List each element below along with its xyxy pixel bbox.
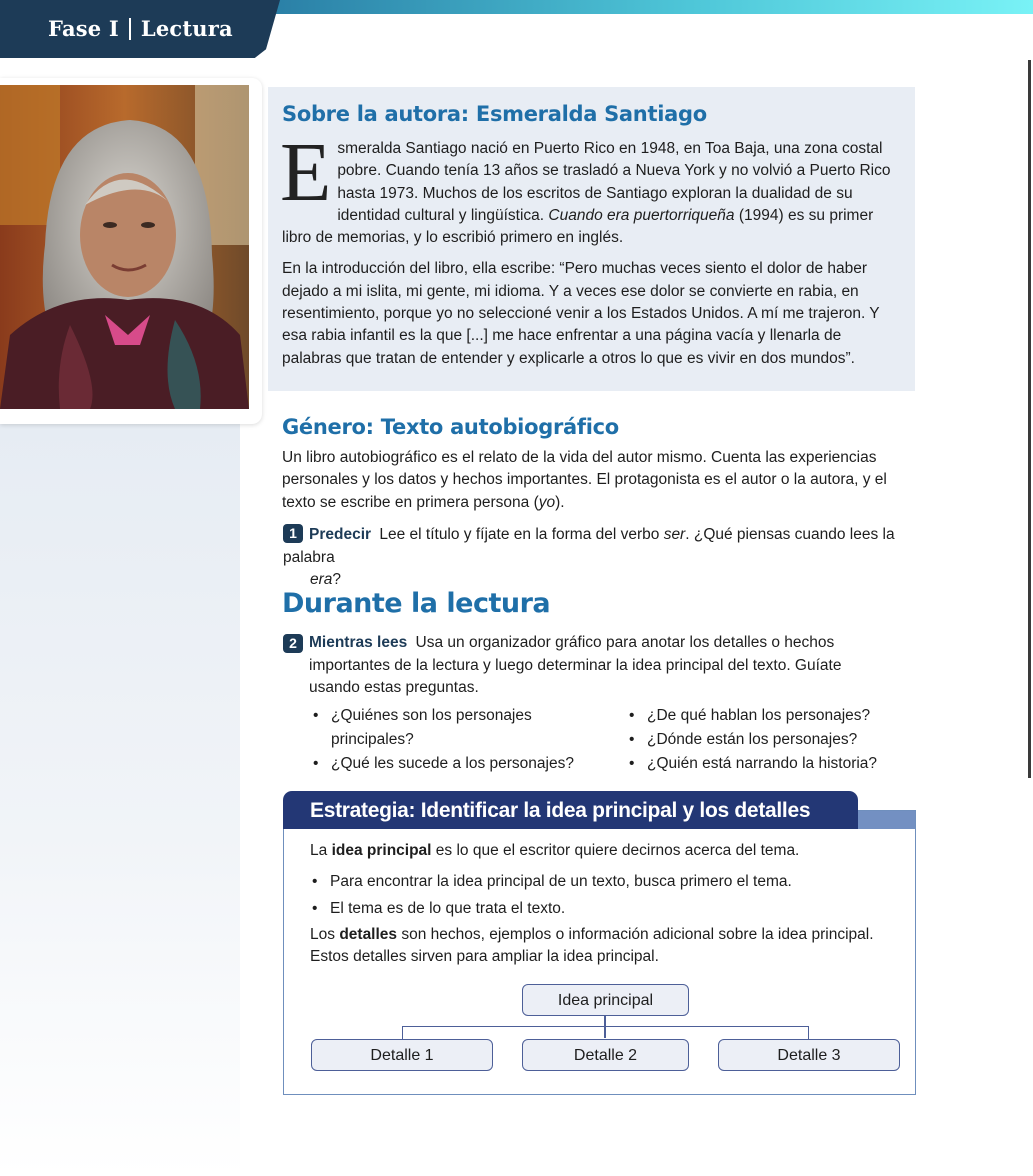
predict-text-b: . ¿Qué piensas cuando lees la palabra: [283, 526, 895, 566]
strategy-bullet: • El tema es de lo que trata el texto.: [312, 895, 902, 922]
predict-text-c: ?: [332, 571, 342, 588]
header-separator: [129, 18, 131, 40]
question-item: • ¿Qué les sucede a los personajes?: [313, 752, 593, 776]
predict-text-ser: ser: [663, 526, 686, 543]
genre-heading: Género: Texto autobiográfico: [282, 415, 619, 439]
strategy-text-d: son hechos, ejemplos o información adicional sobre la idea principal. Estos detalles sirven para ampliar la idea principal.: [310, 926, 874, 965]
strategy-text-a: La: [310, 842, 332, 859]
predict-indent: [283, 571, 310, 588]
strategy-bullets: [312, 868, 902, 922]
bio-text-end: (1994) es su primer libro de memorias, y lo escribió primero en inglés.: [282, 206, 874, 247]
page-edge-line: [1028, 60, 1031, 778]
predict-item: [283, 524, 913, 592]
strategy-text-c: Los: [310, 926, 340, 943]
diagram-detail-1: Detalle 1: [311, 1039, 493, 1071]
while-reading-label: Mientras lees: [309, 634, 408, 651]
item-number-badge: 2: [283, 634, 303, 653]
while-reading-text: Usa un organizador gráfico para anotar los detalles o hechos importantes de la lectura y luego determinar la idea principal del texto. Guíate usando estas preguntas.: [309, 634, 842, 696]
diagram-detail-2: Detalle 2: [522, 1039, 689, 1071]
predict-label: Predecir: [309, 526, 372, 543]
during-reading-heading: Durante la lectura: [282, 588, 551, 619]
question-item: • ¿Quién está narrando la historia?: [629, 752, 909, 776]
genre-text-b: ).: [555, 493, 565, 511]
question-item: • ¿De qué hablan los personajes?: [629, 704, 909, 728]
item-number-badge: 1: [283, 524, 303, 543]
strategy-term-main-idea: idea principal: [331, 842, 432, 859]
author-quote-paragraph: En la introducción del libro, ella escribe: “Pero muchas veces siento el dolor de haber dejado a mi islita, mi gente, mi idioma. Y a veces ese dolor se convierte en rabia, en resentimiento, porque yo no seleccioné venir a los Estados Unidos. A mí me trajeron. Y esa rabia infantil es la que [...] me hace enfrentar a una página vacía y llenarla de palabras que tratan de entender y explicarle a otros lo que es vivir en dos mundos”.: [282, 260, 880, 367]
strategy-term-details: detalles: [339, 926, 398, 943]
diagram-main-idea: Idea principal: [522, 984, 689, 1016]
author-photo: [0, 85, 249, 409]
diagram-detail-3: Detalle 3: [718, 1039, 900, 1071]
bio-text: smeralda Santiago nació en Puerto Rico en 1948, en Toa Baja, una zona costal pobre. Cuando tenía 13 años se trasladó a Nueva York y no volvió a Puerto Rico hasta 1973. Muchos de los escritos de Santiago exploran la dualidad de su identidad cultural y lingüística.: [337, 140, 891, 224]
question-item: • ¿Quiénes son los personajes principales?: [313, 704, 551, 752]
section-header-title: [48, 16, 233, 41]
diagram-connector: [808, 1026, 809, 1040]
author-bio: [280, 126, 902, 379]
question-item: • ¿Dónde están los personajes?: [629, 728, 909, 752]
drop-cap: E: [280, 126, 332, 219]
questions-left-list: [313, 704, 593, 776]
diagram-connector: [402, 1026, 809, 1027]
genre-text: [282, 447, 912, 514]
phase-label: Fase I: [48, 16, 119, 41]
section-label: Lectura: [140, 16, 233, 41]
strategy-details-text: [310, 924, 900, 968]
top-accent-bar: [270, 0, 1033, 14]
strategy-bullet: • Para encontrar la idea principal de un texto, busca primero el tema.: [312, 868, 902, 895]
genre-text-yo: yo: [538, 493, 556, 511]
predict-text-a: Lee el título y fíjate en la forma del verbo: [379, 526, 664, 543]
diagram-connector: [402, 1026, 403, 1040]
strategy-text-b: es lo que el escritor quiere decirnos acerca del tema.: [431, 842, 800, 859]
left-margin-background: [0, 420, 240, 1176]
predict-text-era: era: [310, 571, 333, 588]
author-bio-paragraph: [280, 126, 902, 249]
book-title: Cuando era puertorriqueña: [548, 206, 735, 224]
genre-text-a: Un libro autobiográfico es el relato de la vida del autor mismo. Cuenta las experiencias personales y los datos y hechos importantes. El protagonista es el autor o la autora, y el texto se escribe en primera persona (: [282, 449, 887, 511]
questions-right-list: [629, 704, 909, 776]
strategy-title: Estrategia: Identificar la idea principal y los detalles: [283, 791, 858, 829]
while-reading-row: [283, 632, 883, 700]
while-reading-item: [283, 632, 883, 700]
while-reading-content: [309, 632, 883, 700]
diagram-connector: [604, 1016, 606, 1038]
strategy-accent: [856, 811, 915, 829]
author-heading: Sobre la autora: Esmeralda Santiago: [282, 102, 707, 126]
strategy-intro: [310, 840, 900, 862]
